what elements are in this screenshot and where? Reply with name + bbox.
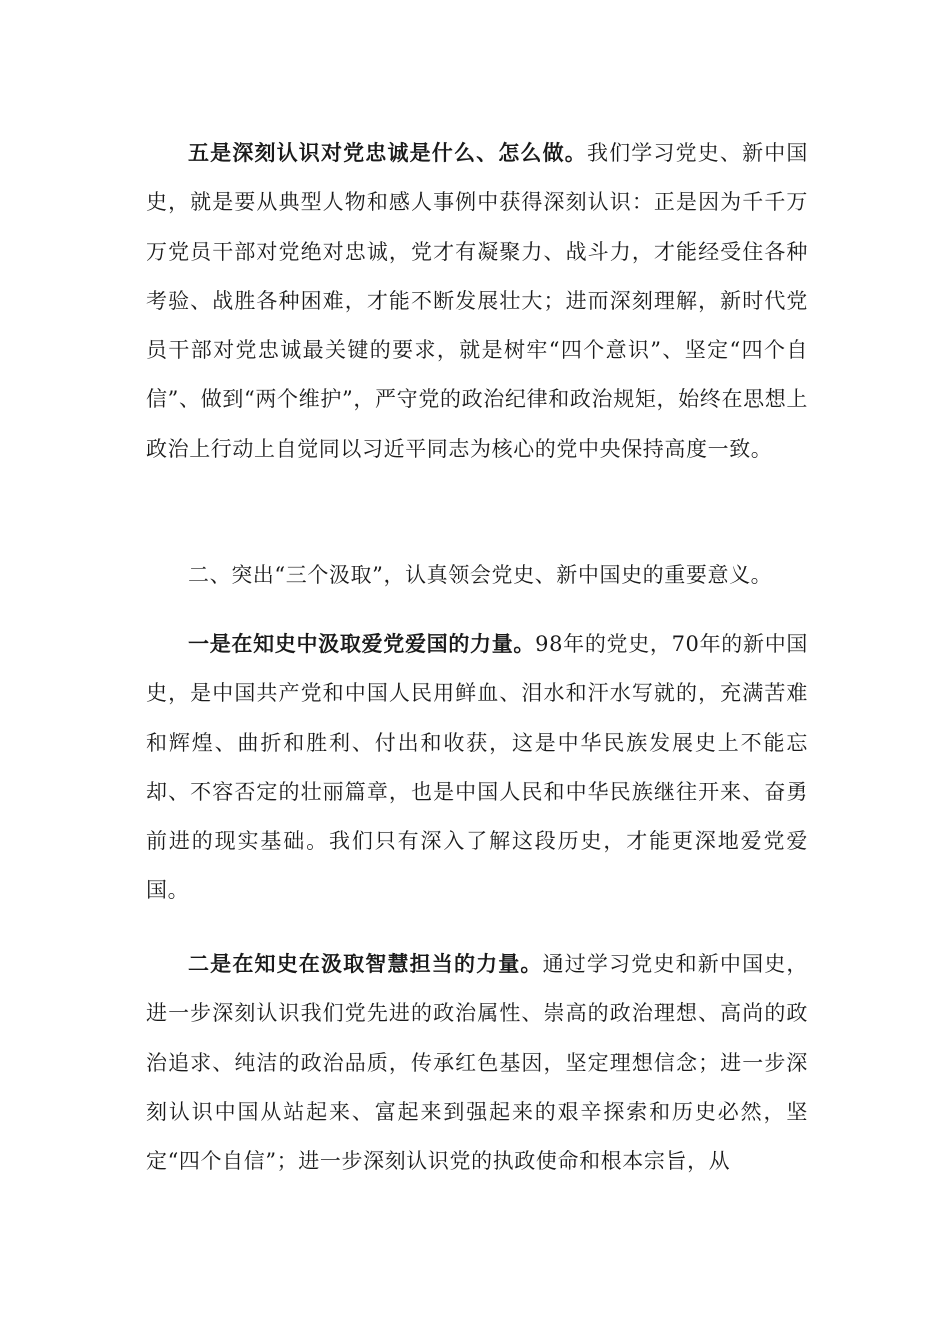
paragraph-body: 我们学习党史、新中国史，就是要从典型人物和感人事例中获得深刻认识：正是因为千千万万党员干部对党绝对忠诚，党才有凝聚力、战斗力，才能经受住各种考验、战胜各种困难，才能不断发展壮大；进而深刻理解，新时代党员干部对党忠诚最关键的要求，就是树牢“四个意识”、坚定“四个自信”、做到“两个维护”，严守党的政治纪律和政治规矩，始终在思想上政治上行动上自觉同以习近平同志为核心的党中央保持高度一致。 [146, 141, 808, 461]
section-heading-two [146, 551, 808, 600]
paragraph-point-two [146, 939, 808, 1186]
paragraph-body: 通过学习党史和新中国史，进一步深刻认识我们党先进的政治属性、崇高的政治理想、高尚的政治追求、纯洁的政治品质，传承红色基因，坚定理想信念；进一步深刻认识中国从站起来、富起来到强起来的艰辛探索和历史必然，坚定“四个自信”；进一步深刻认识党的执政使命和根本宗旨，从 [146, 952, 808, 1174]
paragraph-lead: 二是在知史在汲取智慧担当的力量。 [188, 951, 543, 976]
paragraph-point-one [146, 619, 808, 916]
paragraph-lead: 一是在知史中汲取爱党爱国的力量。 [188, 631, 536, 656]
paragraph-lead: 五是深刻认识对党忠诚是什么、怎么做。 [188, 140, 587, 165]
heading-text: 二、突出“三个汲取”，认真领会党史、新中国史的重要意义。 [188, 563, 773, 587]
paragraph-body: 98年的党史，70年的新中国史，是中国共产党和中国人民用鲜血、泪水和汗水写就的，充满苦难和辉煌、曲折和胜利、付出和收获，这是中华民族发展史上不能忘却、不容否定的壮丽篇章，也是中国人民和中华民族继往开来、奋勇前进的现实基础。我们只有深入了解这段历史，才能更深地爱党爱国。 [146, 632, 808, 903]
paragraph-point-five [146, 128, 808, 474]
